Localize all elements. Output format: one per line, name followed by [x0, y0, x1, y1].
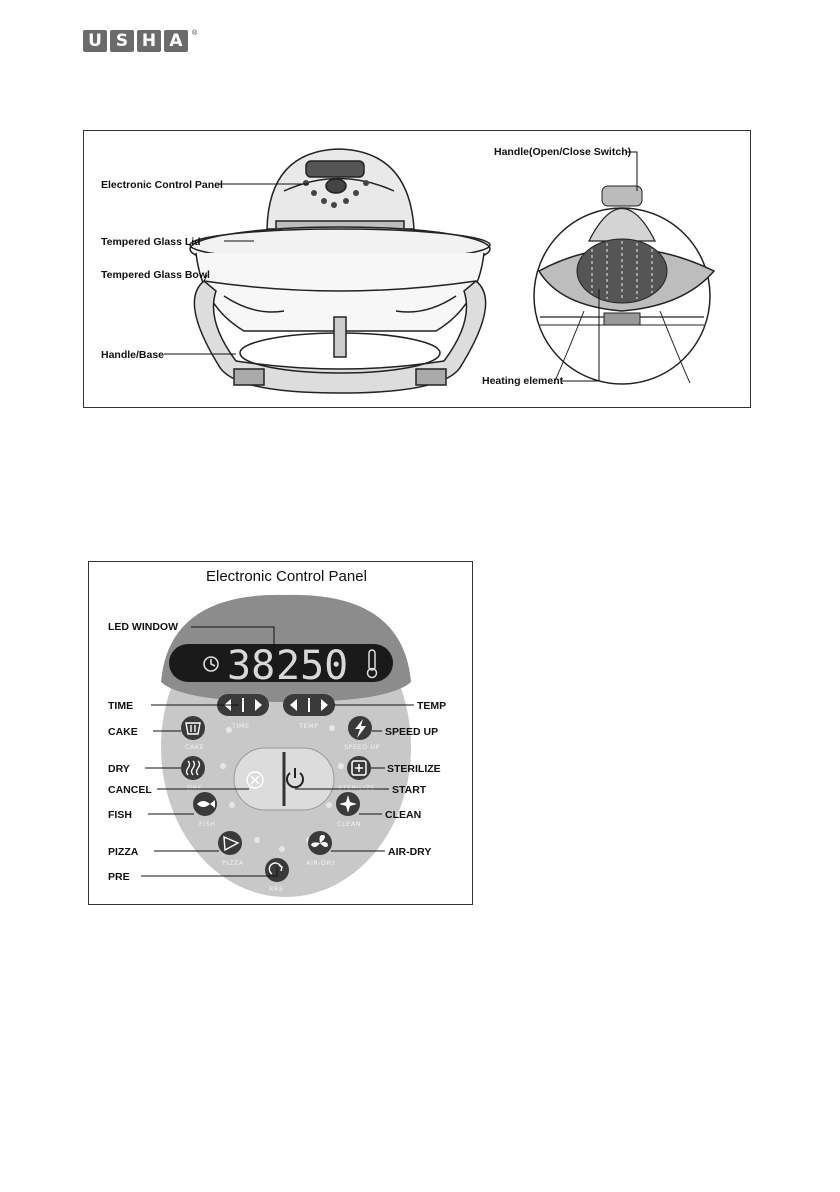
panel-title: Electronic Control Panel — [206, 568, 367, 585]
callout-dry: DRY — [108, 763, 130, 775]
label-glass-bowl: Tempered Glass Bowl — [101, 269, 210, 281]
label-handle-base: Handle/Base — [101, 349, 165, 361]
speed-up-button-text: SPEED UP — [344, 743, 381, 751]
callout-cake: CAKE — [108, 726, 138, 738]
registered-mark: ® — [192, 30, 198, 37]
callout-speed-up: SPEED UP — [385, 726, 439, 738]
logo-letter: S — [110, 30, 134, 52]
sterilize-button-text: STERILIZE — [338, 784, 376, 792]
cake-button[interactable] — [181, 716, 205, 751]
fish-button-text: FISH — [199, 820, 216, 828]
callout-fish: FISH — [108, 809, 132, 821]
callout-start: START — [392, 784, 427, 796]
callout-air-dry: AIR-DRY — [388, 846, 432, 858]
label-handle-switch: Handle(Open/Close Switch) — [494, 146, 632, 158]
clean-button[interactable] — [336, 792, 361, 828]
callout-pizza: PIZZA — [108, 846, 139, 858]
lid-detail-illustration — [534, 186, 714, 384]
callout-time: TIME — [108, 700, 134, 712]
clean-button-text: CLEAN — [337, 820, 362, 828]
logo-letter: H — [137, 30, 161, 52]
logo-letter: U — [83, 30, 107, 52]
appliance-diagram — [83, 130, 751, 408]
pizza-button[interactable] — [218, 831, 244, 867]
callout-temp: TEMP — [417, 700, 447, 712]
led-temp-value: 250 — [276, 643, 349, 689]
callout-led-window: LED WINDOW — [108, 621, 178, 633]
pizza-button-text: PIZZA — [222, 859, 244, 867]
pre-button-text: RRE — [269, 885, 284, 893]
callout-sterilize: STERILIZE — [387, 763, 441, 775]
callout-cancel: CANCEL — [108, 784, 152, 796]
dry-button-text: DRY — [187, 784, 202, 792]
time-button-text: TIME — [232, 722, 250, 730]
temp-button-text: TEMP — [299, 722, 319, 730]
label-glass-lid: Tempered Glass Lid — [101, 236, 201, 248]
air-dry-button-text: AIR-DRY — [306, 859, 336, 867]
cooker-illustration — [190, 149, 490, 393]
callout-clean: CLEAN — [385, 809, 422, 821]
label-heating-element: Heating element — [482, 375, 564, 387]
callout-pre: PRE — [108, 871, 130, 883]
logo-letter: A — [164, 30, 188, 52]
label-control-panel: Electronic Control Panel — [101, 179, 223, 191]
control-panel-diagram — [88, 561, 473, 905]
usha-logo — [83, 30, 197, 52]
led-time-value: 38 — [227, 643, 276, 689]
cake-button-text: CAKE — [185, 743, 205, 751]
